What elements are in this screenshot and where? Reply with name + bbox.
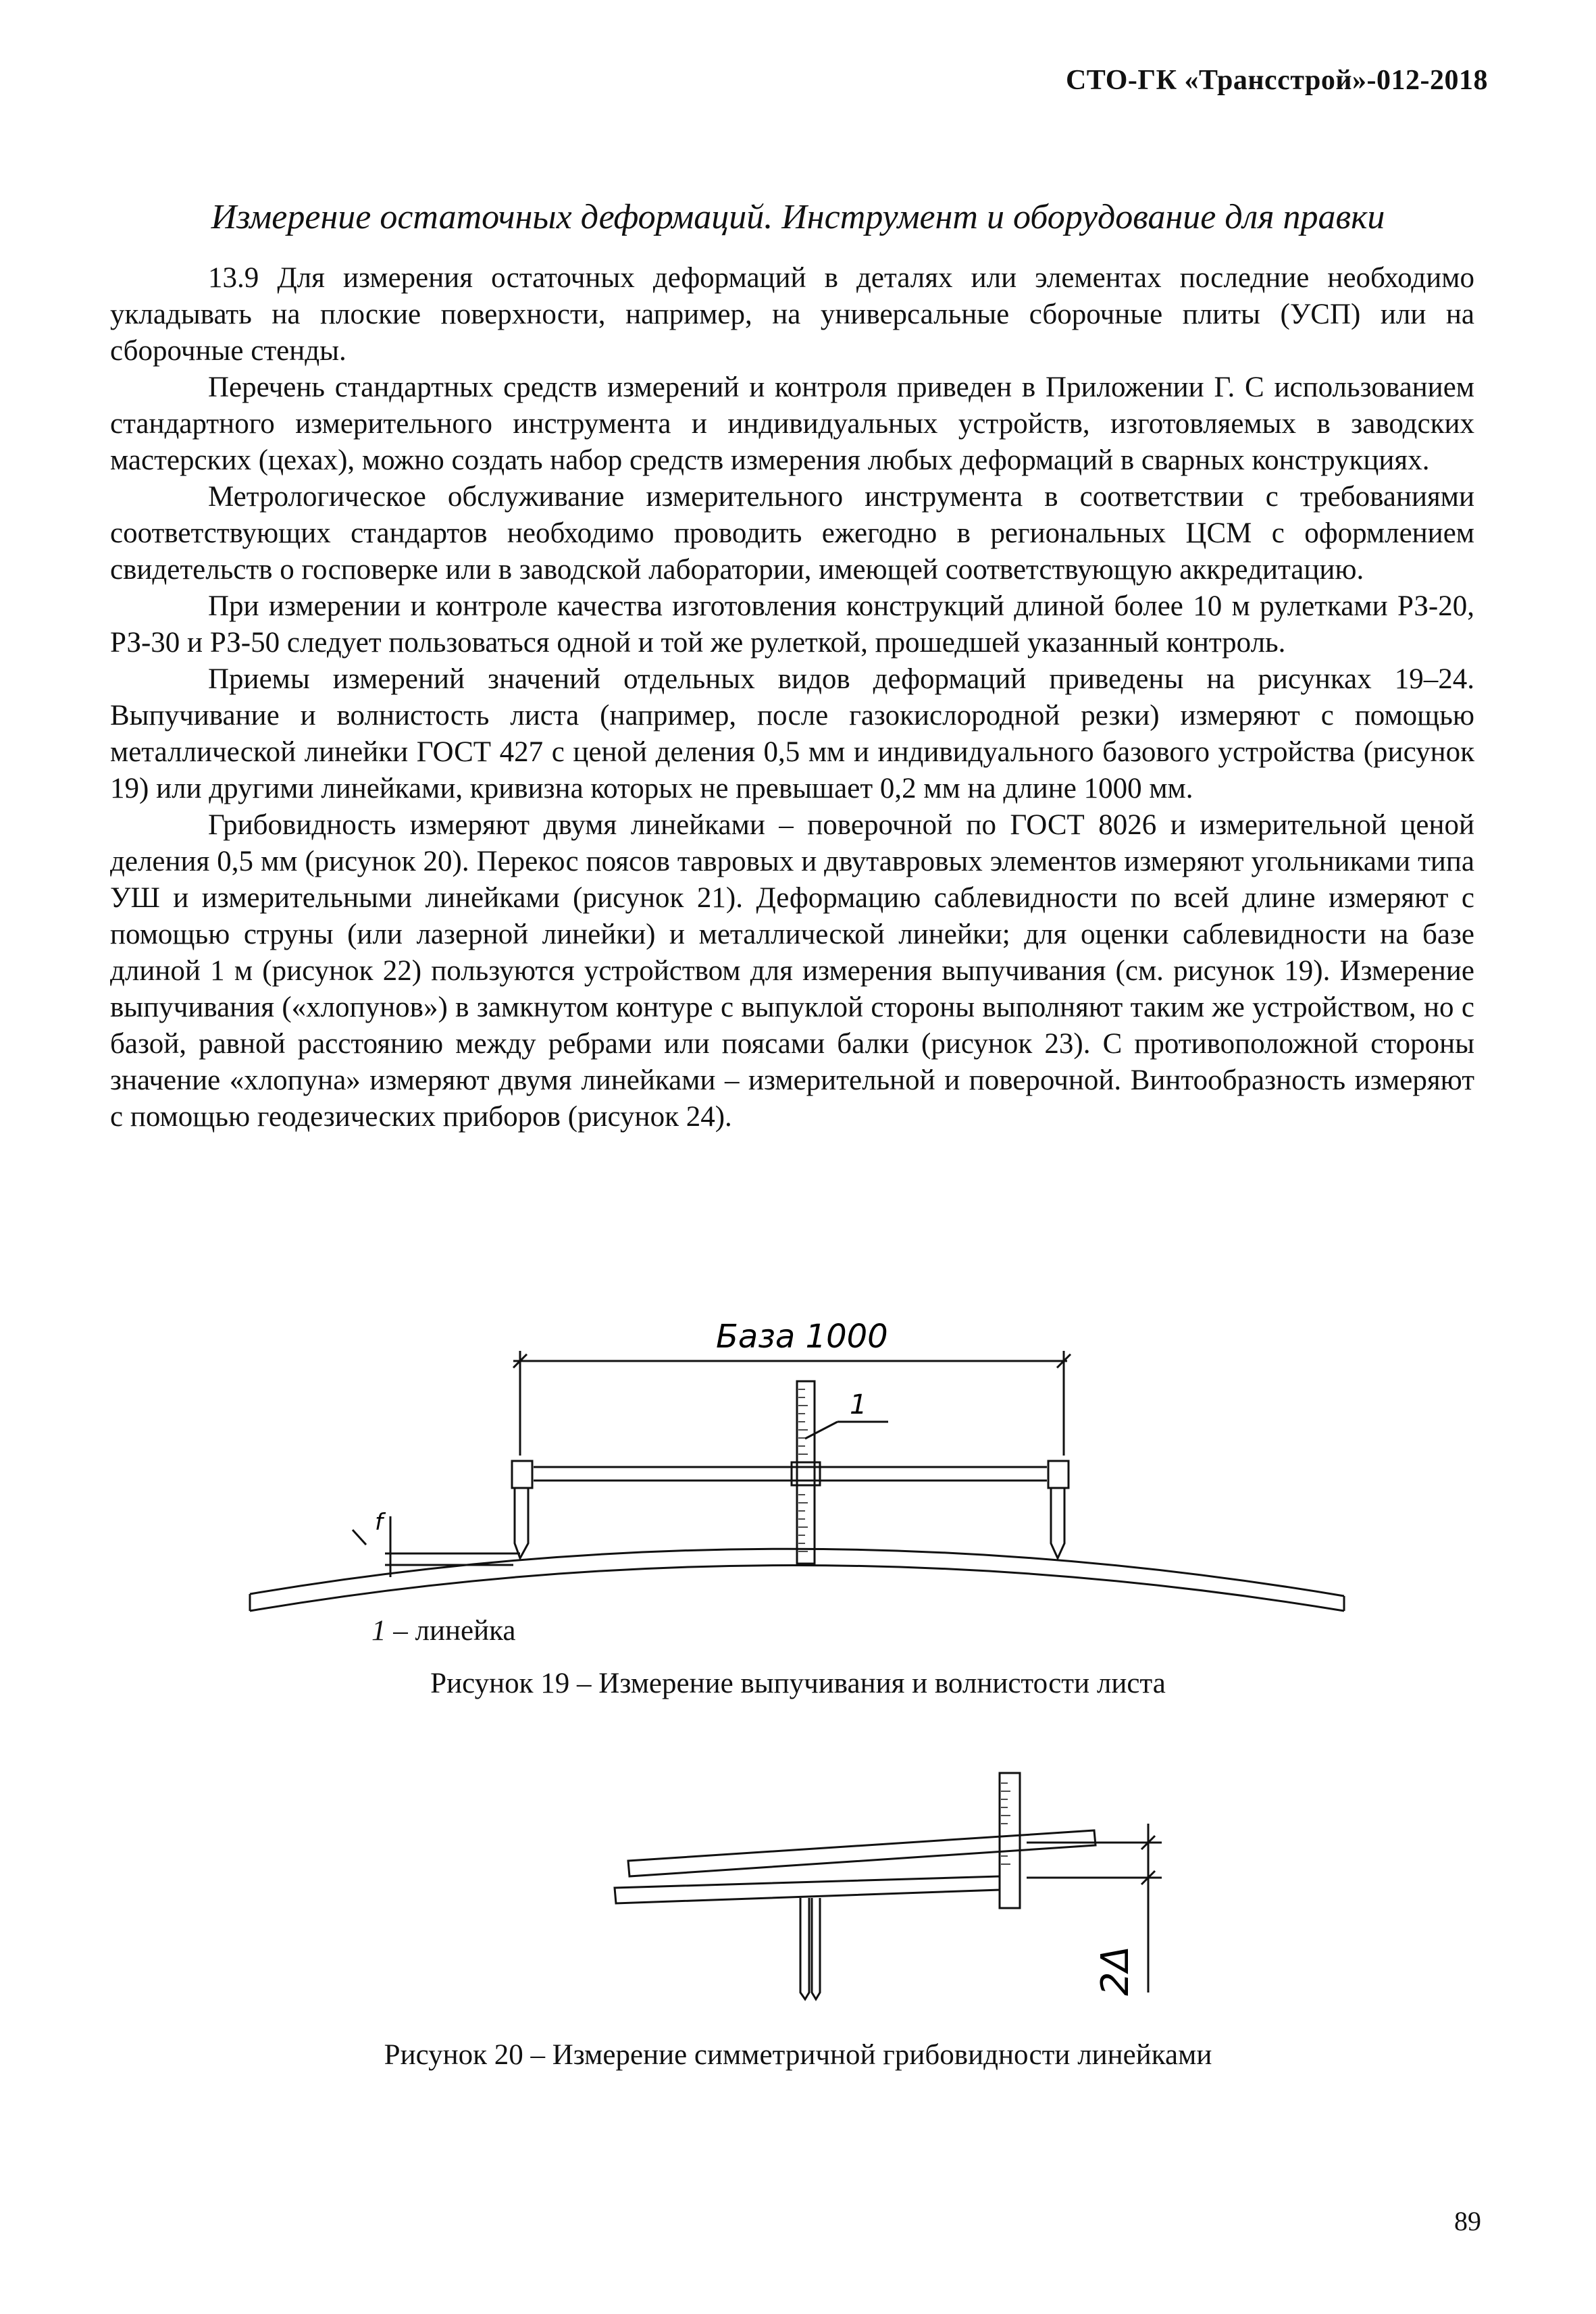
center-clamp: [792, 1462, 820, 1485]
page-number: 89: [1454, 2206, 1481, 2236]
paragraph: Перечень стандартных средств измерений и контроля приведен в Приложении Г. С использованием стандартного измерительного инструмента и индивидуальных устройств, изготовляемых в заводских мастерских (цехах), можно создать набор средств измерения любых деформаций в сварных конструкциях.: [110, 371, 1474, 476]
paragraph: Приемы измерений значений отдельных видов деформаций приведены на рисунках 19–24. Выпучивание и волнистость листа (например, после газокислородной резки) измеряют с помощью металлической линейки ГОСТ 427 с ценой деления 0,5 мм и индивидуального базового устройства (рисунок 19) или другими линейками, кривизна которых не превышает 0,2 мм на длине 1000 мм.: [110, 663, 1474, 804]
figure-20-drawing: [594, 1770, 1202, 2006]
body-text: [110, 260, 1474, 1135]
paragraph: Метрологическое обслуживание измерительного инструмента в соответствии с требованиями соответствующих стандартов необходимо проводить ежегодно в региональных ЦСМ с оформлением свидетельств о госповерке или в заводской лаборатории, имеющей соответствующую аккредитацию.: [110, 481, 1474, 586]
base-label: База 1000: [716, 1318, 888, 1356]
paragraph: 13.9 Для измерения остаточных деформаций в деталях или элементах последние необходимо укладывать на плоские поверхности, например, на универсальные сборочные плиты (УСП) или на сборочные стенды.: [110, 262, 1474, 367]
figure-19-legend: [371, 1614, 515, 1647]
paragraph: При измерении и контроле качества изготовления конструкций длиной более 10 м рулетками РЗ-20, РЗ-30 и РЗ-50 следует пользоваться одной и той же рулеткой, прошедшей указанный контроль.: [110, 590, 1474, 659]
center-ruler: [797, 1381, 815, 1564]
left-clamp: [512, 1461, 532, 1488]
web-right: [812, 1898, 820, 1999]
right-clamp: [1048, 1461, 1069, 1488]
dimension-2delta-label: 2Δ: [1093, 1946, 1137, 1996]
web-left: [800, 1898, 809, 1999]
paragraph: Грибовидность измеряют двумя линейками – поверочной по ГОСТ 8026 и измерительной ценой деления 0,5 мм (рисунок 20). Перекос поясов тавровых и двутавровых элементов измеряют угольниками типа УШ и измерительными линейками (рисунок 21). Деформацию саблевидности по всей длине измеряют с помощью струны (или лазерной линейки) и металлической линейки; для оценки саблевидности на базе длиной 1 м (рисунок 22) пользуются устройством для измерения выпучивания (см. рисунок 19). Измерение выпучивания («хлопунов») в замкнутом контуре с выпуклой стороны выполняют таким же устройством, но с базой, равной расстоянию между ребрами или поясами балки (рисунок 23). С противоположной стороны значение «хлопуна» измеряют двумя линейками – измерительной и поверочной. Винтообразность измеряют с помощью геодезических приборов (рисунок 24).: [110, 809, 1474, 1133]
flange-plate: [615, 1876, 1000, 1903]
vertical-ruler: [1000, 1773, 1020, 1908]
f-label: f: [375, 1509, 383, 1536]
figure-19-drawing: [230, 1314, 1351, 1658]
legend-text: – линейка: [386, 1615, 516, 1647]
f-leader: [353, 1530, 366, 1545]
document-code-header: СТО-ГК «Трансстрой»-012-2018: [1065, 65, 1488, 96]
legend-number: 1: [371, 1615, 386, 1647]
callout-leader: [805, 1422, 838, 1439]
left-leg: [515, 1488, 528, 1558]
figure-19-caption: Рисунок 19 – Измерение выпучивания и волнистости листа: [430, 1668, 1166, 1699]
callout-number: 1: [850, 1389, 867, 1420]
upper-straightedge: [628, 1830, 1096, 1876]
section-title: Измерение остаточных деформаций. Инструмент и оборудование для правки: [211, 198, 1385, 236]
right-leg: [1051, 1488, 1064, 1558]
figure-20-caption: Рисунок 20 – Измерение симметричной грибовидности линейками: [384, 2039, 1212, 2071]
